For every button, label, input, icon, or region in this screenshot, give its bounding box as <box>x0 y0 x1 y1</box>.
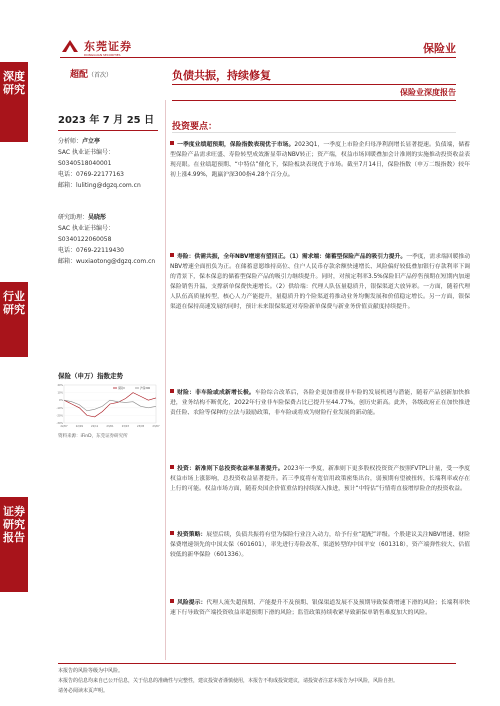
bullet-body: 车险综合改革后，各险企更加重视非车险的发展机遇与潜能，随着产品创新加快推进，业务结构不断优化，2022年行业非车险保费占比已提升至44.77%，创历史新高。此外，各级政府正在加快推进责任险、农险等保种的立法与鼓励政策，非车险或将成为财险行业发展的新动能。 <box>170 390 470 416</box>
bullet-body: 2023Q1，一季度上市险企归母净利润增长显著提速。负债端，储蓄型保险产品需求旺盛、寿险转型成效渐显带动NBV转正；资产端，权益市场回暖叠加会计准则的实施推动投资收益表现亮眼。在业绩超预期、“中特估”催化下，保险板块表现优于市场。截至7月14日，保险指数（申万二级指数）较年初上涨4.99%，跑赢沪深300指4.28个百分点。 <box>170 142 470 178</box>
bullet-body: 展望后续，负债共振将有望为保险行业注入动力，给予行业“超配”评级。个股建议关注NBV增速、财险保费增速领先的中国太保（601601），率先进行寿险改革、渠道转型的中国平安（601318），资产端弹性较大、估值较低的新华保险（601336）。 <box>170 532 470 558</box>
bullet-body: 代理人流失超预期、产能提升不及预期、银保渠道发展不及预期导致保费增速下滑的风险；长端利率快速下行导致资产端投资收益率超预期下滑的风险；监管政策持续收紧导致新保单销售难度加大的风险。 <box>170 600 470 616</box>
y-tick-label: 0% <box>59 399 63 403</box>
bullet-lead: 投资策略： <box>177 532 207 538</box>
bullet-square-icon <box>170 599 174 603</box>
column-separator <box>165 100 166 660</box>
bullet-risk <box>170 598 470 618</box>
logo-icon <box>60 38 80 54</box>
date-divider <box>58 130 158 131</box>
bullet-lead: 寿险：供需共振，全年NBV增速有望回正。（1）需求端：储蓄型保险产品的吸引力提升。 <box>177 254 407 260</box>
analyst-block <box>58 136 141 191</box>
x-tick-label: 23/05 <box>137 425 145 428</box>
header-divider <box>60 57 456 58</box>
sidebar-label: 行业研究 <box>3 290 25 316</box>
bullet-square-icon <box>170 389 174 393</box>
bullet-lead: 风险提示： <box>177 600 207 606</box>
x-tick-label: 23/03 <box>121 425 129 428</box>
analyst-phone: 0769-22177163 <box>76 171 124 178</box>
bullet-performance <box>170 140 470 180</box>
rating <box>70 67 112 80</box>
title-divider <box>172 84 456 85</box>
rating-value: 超配 <box>70 70 89 80</box>
sidebar-label: 证券研究报告 <box>3 505 25 544</box>
logo-subtitle: DONGGUAN SECURITIES <box>84 53 121 57</box>
analyst-cert: S0340518040001 <box>58 160 112 167</box>
report-date: 2023 年 7 月 25 日 <box>58 115 155 126</box>
bullet-strategy <box>170 530 470 560</box>
bullet-square-icon <box>170 465 174 469</box>
analyst-email[interactable]: wuxiaotong@dgzq.com.cn <box>76 258 156 265</box>
rating-note: （首次） <box>88 72 113 79</box>
bullet-body: 一季度，需求端回暖推动NBV增速全面扭负为正。在储蓄意愿维持高位、住户人民币存款余额快速增长、风险偏好较低叠加银行存款利率下调的背景下，保本保息的储蓄型保险产品的吸引力继续提升。同时，对预定利率3.5%保险旧产品停售预期在短期内加速保险销售升温，支撑新单保费快速增长。（2）供给端：代理人队伍量稳质升，银保渠道大放异彩。一方面，随着代理人队伍高质量转型，核心人力产能提升，量稳质升的个险渠道将推动业务均衡发展和价值稳定增长。另一方面，银保渠道在保持高速发展的同时，预计未来银保渠道对寿险新单保费与新业务价值贡献度持续提升。 <box>170 254 470 310</box>
analyst-email[interactable]: luliting@dgzq.com.cn <box>76 182 141 189</box>
x-tick-label: 23/01 <box>106 425 114 428</box>
bullet-property-insurance <box>170 388 470 418</box>
legend-label: 保险II <box>118 387 125 390</box>
analyst-email-label: 邮箱： <box>58 258 77 265</box>
y-tick-label: -20% <box>56 414 63 418</box>
chart-title: 保险（申万）指数走势 <box>58 372 123 380</box>
report-type-divider <box>172 100 456 101</box>
analyst-cert: S0340122060058 <box>58 236 112 243</box>
bullet-lead: 财险：非车险或成新增长极。 <box>177 390 255 396</box>
x-tick-label: 22/09 <box>75 425 83 428</box>
bullet-square-icon <box>170 141 174 145</box>
bullet-lead: 一季度业绩超预期，保险指数表现优于市场。 <box>177 142 295 148</box>
sidebar-label: 深度研究 <box>3 70 25 96</box>
logo-text: 东莞证券 <box>84 39 132 53</box>
sidebar-section-industry <box>0 282 28 357</box>
company-logo <box>60 38 132 54</box>
footer-disclaimer: 本报告的信息均来自已公开信息，关于信息的准确性与完整性，建议投资者谨慎使用，本报告不构成投资建议，请投资者注意本报告为中风险，风险自担。 <box>58 678 399 684</box>
analyst-phone: 0769-22119430 <box>76 247 124 254</box>
analyst-name: 吴晓彤 <box>88 214 107 221</box>
bullet-investment <box>170 464 470 494</box>
legend-label: 沪深300 <box>140 387 151 390</box>
analyst-role: 分析师： <box>58 138 83 145</box>
x-tick-label: 22/11 <box>91 425 99 428</box>
report-title: 负债共振，持续修复 <box>172 69 271 82</box>
bullet-body: 2023年一季度，新准则下更多股权投资资产按照FVTPL计量，受一季度权益市场上涨影响，总投资收益显著提升。若三季度将有宽信用政策密集出台，弱预期有望被扭转，长端利率或存在上行的可能。权益市场方面，随着央国企价值重估的持续深入推进，预计“中特估”行情将直接增厚险企的投资收益。 <box>170 466 470 492</box>
industry-name: 保险业 <box>423 42 456 55</box>
key-points-title: 投资要点： <box>172 122 218 132</box>
bullet-lead: 投资：新准则下总投资收益率显著提升。 <box>177 466 284 472</box>
footer-read-notice: 请务必阅读末页声明。 <box>58 688 109 694</box>
report-type: 保险业深度报告 <box>400 88 456 97</box>
analyst-role: 研究助理： <box>58 214 89 221</box>
sidebar-section-depth <box>0 62 28 142</box>
bullet-square-icon <box>170 253 174 257</box>
series-line-hs300 <box>64 400 156 411</box>
analyst-cert-label: SAC 执业证书编号： <box>58 225 115 232</box>
analyst-cert-label: SAC 执业证书编号： <box>58 149 115 156</box>
bullet-square-icon <box>170 531 174 535</box>
bullet-life-insurance <box>170 252 470 312</box>
x-tick-label: 23/07 <box>152 425 160 428</box>
assistant-block <box>58 212 155 267</box>
footer-divider <box>58 663 456 664</box>
analyst-email-label: 邮箱： <box>58 182 77 189</box>
chart-source: 资料来源：iFinD，东莞证券研究所 <box>58 434 128 439</box>
x-tick-label: 22/07 <box>60 425 68 428</box>
key-points-divider <box>172 132 456 133</box>
footer-risk-level: 本报告的风险等级为中风险。 <box>58 668 124 674</box>
y-tick-label: -10% <box>56 406 63 410</box>
analyst-phone-label: 电话： <box>58 171 77 178</box>
analyst-name: 卢立亭 <box>82 138 101 145</box>
y-tick-label: -30% <box>56 422 63 425</box>
y-tick-label: 20% <box>57 384 63 387</box>
series-line-insurance <box>64 393 156 417</box>
index-trend-chart <box>58 381 158 431</box>
sidebar-section-securities <box>0 497 28 592</box>
analyst-phone-label: 电话： <box>58 247 77 254</box>
y-tick-label: 10% <box>57 391 63 395</box>
